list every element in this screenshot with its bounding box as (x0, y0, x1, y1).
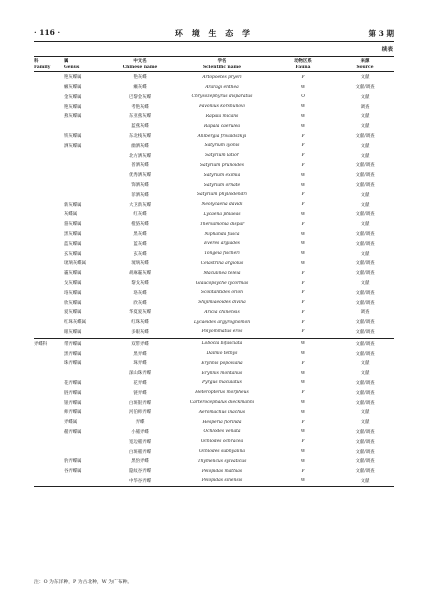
row-chinese-name: 胡麻霾灰蝶 (129, 271, 151, 277)
row-source: 文献 (360, 75, 370, 81)
row-scientific-name: Pelopidas mathias (201, 468, 243, 474)
footnote: 注：O 为东洋种，P 为古北种，W 为广布种。 (34, 580, 133, 585)
row-scientific-name: Niphanda fusca (204, 231, 240, 237)
row-fauna: W (300, 123, 306, 129)
row-source: 文献 (360, 124, 370, 130)
row-chinese-name: 东亚燕灰蝶 (129, 114, 151, 120)
row-chinese-name: 黑弄蝶 (133, 351, 147, 357)
row-scientific-name: Heteropterus morpheus (195, 390, 249, 396)
row-genus: 爱灰蝶属 (64, 310, 82, 316)
table-header-cn (34, 57, 394, 64)
table-row (34, 427, 394, 437)
row-chinese-name: 饰洒灰蝶 (131, 183, 149, 189)
row-scientific-name: Erynnis montanus (201, 370, 243, 376)
row-chinese-name: 珞灰蝶 (133, 290, 147, 296)
row-genus: 师弄蝶属 (64, 410, 82, 416)
row-scientific-name: Satyrium latior (205, 153, 239, 159)
header-source-en: Source (356, 65, 374, 71)
row-scientific-name: Artopoetes pryeri (202, 74, 242, 80)
row-chinese-name: 巴黎金灰蝶 (129, 94, 151, 100)
header-family-cn: 科 (34, 58, 39, 64)
table-row (34, 268, 394, 278)
row-source: 文献 (360, 222, 370, 228)
table-row (34, 249, 394, 259)
row-chinese-name: 红珠灰蝶 (131, 320, 149, 326)
row-fauna: P (301, 390, 305, 396)
table-row (34, 82, 394, 92)
row-genus: 珞灰蝶属 (64, 290, 82, 296)
row-source: 文献/调查 (355, 341, 375, 347)
row-scientific-name: Thersamonia dispar (199, 221, 245, 227)
row-fauna: W (300, 84, 306, 90)
row-fauna: P (301, 133, 305, 139)
table-row (34, 200, 394, 210)
row-chinese-name: 花弄蝶 (133, 380, 147, 386)
row-source: 文献/调查 (355, 400, 375, 406)
row-genus: 铁灰蝶属 (64, 134, 82, 140)
row-chinese-name: 玄灰蝶 (133, 251, 147, 257)
row-scientific-name: Ahlbergia frivaldszkyi (197, 133, 247, 139)
row-fauna: W (300, 409, 306, 415)
row-source: 文献/调查 (355, 261, 375, 267)
row-scientific-name: Hesperia florinda (202, 419, 242, 425)
row-scientific-name: Pyrgus maculatus (202, 380, 242, 386)
row-source: 调查 (360, 310, 370, 316)
row-fauna: W (300, 429, 306, 435)
row-source: 文献 (360, 202, 370, 208)
table-row (34, 72, 394, 82)
row-fauna: P (301, 419, 305, 425)
table-row (34, 298, 394, 308)
row-scientific-name: Favonius korshunovi (199, 104, 245, 110)
row-fauna: P (301, 192, 305, 198)
row-chinese-name: 黑豹弄蝶 (131, 459, 149, 465)
row-source: 文献 (360, 361, 370, 367)
row-scientific-name: Neolycaena davidi (201, 202, 243, 208)
row-fauna: P (301, 162, 305, 168)
row-genus: 金灰蝶属 (64, 94, 82, 100)
row-genus: 癞灰蝶属 (64, 85, 82, 91)
row-genus: 新灰蝶属 (64, 202, 82, 208)
table-row (34, 388, 394, 398)
row-fauna: W (300, 478, 306, 484)
row-source: 文献/调查 (355, 241, 375, 247)
row-scientific-name: Satyrium phyllodendri (197, 192, 247, 198)
header-scientific-name-cn: 学名 (217, 58, 227, 64)
row-fauna: P (301, 439, 305, 445)
row-fauna: O (301, 94, 305, 100)
row-chinese-name: 小赭弄蝶 (131, 429, 149, 435)
row-fauna: P (301, 280, 305, 286)
row-chinese-name: 橙貉灰蝶 (131, 222, 149, 228)
table-bottom-rule (34, 486, 394, 487)
header-genus-en: Genus (64, 65, 80, 71)
row-chinese-name: 弄蝶 (135, 420, 145, 426)
table-row (34, 112, 394, 122)
row-scientific-name: Everes argiades (204, 241, 240, 247)
row-chinese-name: 多眼灰蝶 (131, 329, 149, 335)
row-genus: 弄蝶属 (64, 420, 78, 426)
row-source: 文献/调查 (355, 232, 375, 238)
row-source: 文献/调查 (355, 329, 375, 335)
row-source: 文献/调查 (355, 439, 375, 445)
row-source: 文献/调查 (355, 212, 375, 218)
row-chinese-name: 欣灰蝶 (133, 300, 147, 306)
row-chinese-name: 红灰蝶 (133, 212, 147, 218)
row-chinese-name: 幽洒灰蝶 (131, 143, 149, 149)
table-row (34, 339, 394, 349)
row-source: 文献 (360, 420, 370, 426)
journal-title: 环 境 生 态 学 (174, 28, 254, 38)
running-header (34, 28, 394, 40)
table-header-en (34, 64, 394, 71)
issue-number: 第 3 期 (368, 29, 394, 38)
row-chinese-name: 双带弄蝶 (131, 341, 149, 347)
row-scientific-name: Satyrium prunoides (199, 162, 245, 168)
header-source-cn: 来源 (360, 58, 370, 64)
row-source: 文献 (360, 192, 370, 198)
row-genus: 貉灰蝶属 (64, 222, 82, 228)
row-source: 文献 (360, 251, 370, 257)
row-chinese-name: 琉璃灰蝶 (131, 261, 149, 267)
row-source: 文献 (360, 410, 370, 416)
row-source: 文献/调查 (355, 183, 375, 189)
row-source: 文献 (360, 94, 370, 100)
row-chinese-name: 隐纹谷弄蝶 (129, 469, 151, 475)
row-fauna: P (301, 143, 305, 149)
row-source: 文献/调查 (355, 173, 375, 179)
table-row (34, 239, 394, 249)
row-scientific-name: Scolitantides orion (201, 290, 243, 296)
row-genus: 戈灰蝶属 (64, 281, 82, 286)
row-source: 文献/调查 (355, 469, 375, 475)
row-chinese-name: 菲洒灰蝶 (131, 192, 149, 198)
row-chinese-name: 河伯师弄蝶 (129, 410, 151, 416)
row-fauna: W (300, 400, 306, 406)
table-row (34, 219, 394, 229)
row-chinese-name: 大卫新灰蝶 (129, 202, 151, 208)
table-row (34, 180, 394, 190)
row-fauna: W (300, 113, 306, 119)
row-genus: 洒灰蝶属 (64, 143, 82, 149)
row-scientific-name: Thymelicus sylvaticus (197, 458, 247, 464)
row-fauna: W (300, 251, 306, 257)
row-genus: 燕灰蝶属 (64, 114, 82, 120)
row-genus: 珠弄蝶属 (64, 361, 82, 367)
row-fauna: W (300, 351, 306, 357)
row-source: 文献 (360, 153, 370, 159)
row-scientific-name: Polyommatus eros (201, 329, 243, 335)
row-chinese-name: 蓝灰蝶 (133, 241, 147, 247)
table-row (34, 229, 394, 239)
row-scientific-name: Ochlodes ochracea (200, 439, 244, 445)
row-fauna: P (301, 202, 305, 208)
row-source: 文献/调查 (355, 390, 375, 396)
species-table (34, 56, 394, 487)
row-scientific-name: Glaucopsyche lycormas (195, 280, 249, 286)
row-scientific-name: Lycaeides argyrognomon (193, 319, 251, 325)
row-fauna: W (300, 449, 306, 455)
table-row (34, 278, 394, 288)
row-genus: 黑弄蝶属 (64, 351, 82, 357)
row-fauna: W (300, 380, 306, 386)
row-fauna: P (301, 153, 305, 159)
table-row (34, 349, 394, 359)
row-chinese-name: 深山珠弄蝶 (129, 371, 151, 377)
row-scientific-name: Ochlodes venata (203, 429, 241, 435)
row-chinese-name: 黑灰蝶 (133, 232, 147, 238)
table-row (34, 102, 394, 112)
table-row (34, 417, 394, 427)
table-row (34, 151, 394, 161)
row-genus: 艳灰蝶属 (64, 104, 82, 110)
row-fauna: P (301, 300, 305, 306)
row-fauna: W (300, 341, 306, 347)
row-genus: 玄灰蝶属 (64, 251, 82, 257)
row-scientific-name: Chrysozephyrus disparatus (191, 94, 253, 100)
table-row (34, 210, 394, 220)
table-row (34, 121, 394, 131)
row-source: 文献 (360, 114, 370, 120)
header-rule (34, 41, 394, 42)
table-row (34, 476, 394, 486)
table-row (34, 368, 394, 378)
row-fauna: W (300, 241, 306, 247)
row-chinese-name: 优秀洒灰蝶 (129, 173, 151, 179)
row-chinese-name: 华夏爱灰蝶 (129, 310, 151, 316)
row-fauna: W (300, 231, 306, 237)
row-fauna: P (301, 270, 305, 276)
table-row (34, 398, 394, 408)
row-genus: 红珠灰蝶属 (64, 320, 86, 326)
table-row (34, 437, 394, 447)
table-row (34, 447, 394, 457)
header-family-en: Family (34, 65, 51, 71)
table-row (34, 131, 394, 141)
row-fauna: W (300, 211, 306, 217)
row-fauna: W (300, 260, 306, 266)
row-genus: 霾灰蝶属 (64, 271, 82, 277)
row-scientific-name: Araragi enthea (205, 84, 239, 90)
header-chinese-name-en: Chinese name (122, 65, 158, 71)
row-scientific-name: Rapala caerulea (203, 123, 241, 129)
row-fauna: P (301, 221, 305, 227)
table-row (34, 308, 394, 318)
row-scientific-name: Celastrina argiolus (200, 260, 244, 266)
row-scientific-name: Daimio tethys (206, 351, 238, 357)
header-scientific-name-en: Scientific name (202, 65, 242, 71)
row-scientific-name: Ochlodes subhyalina (198, 449, 246, 455)
table-row (34, 161, 394, 171)
row-fauna: W (300, 370, 306, 376)
row-fauna: W (300, 182, 306, 188)
header-fauna-en: Fauna (295, 65, 311, 71)
row-source: 文献 (360, 478, 370, 484)
row-source: 文献/调查 (355, 163, 375, 169)
row-scientific-name: Shijimiaeoides divina (198, 300, 246, 306)
row-genus: 欣灰蝶属 (64, 300, 82, 306)
row-source: 调查 (360, 104, 370, 110)
row-chinese-name: 宽边赭弄蝶 (129, 439, 151, 445)
row-genus: 花弄蝶属 (64, 380, 82, 386)
row-chinese-name: 癞灰蝶 (133, 85, 147, 91)
row-chinese-name: 东北栈灰蝶 (129, 134, 151, 140)
continued-label: 续表 (381, 47, 393, 53)
row-chinese-name: 考艳灰蝶 (131, 104, 149, 110)
header-fauna-cn: 动物区系 (294, 58, 312, 64)
table-row (34, 288, 394, 298)
row-scientific-name: Maculinea teleia (203, 270, 241, 276)
row-fauna: W (300, 458, 306, 464)
row-fauna: W (300, 104, 306, 110)
header-chinese-name-cn: 中文名 (133, 58, 147, 64)
row-source: 文献/调查 (355, 85, 375, 91)
row-chinese-name: 白斑银弄蝶 (129, 400, 151, 406)
row-source: 文献 (360, 143, 370, 149)
row-fauna: P (301, 74, 305, 80)
table-row (34, 170, 394, 180)
row-source: 文献/调查 (355, 429, 375, 435)
row-genus: 赭弄蝶属 (64, 429, 82, 435)
row-genus: 银弄蝶属 (64, 400, 82, 406)
row-genus: 灰蝶属 (64, 212, 78, 218)
row-chinese-name: 普洒灰蝶 (131, 163, 149, 169)
row-fauna: P (301, 329, 305, 335)
row-source: 文献 (360, 281, 370, 286)
row-chinese-name: 艳灰蝶 (133, 75, 147, 81)
row-scientific-name: Satyrium ornate (203, 182, 241, 188)
row-scientific-name: Satyrium eximia (203, 172, 241, 178)
row-fauna: P (301, 319, 305, 325)
row-chinese-name: 珠弄蝶 (133, 361, 147, 367)
row-genus: 谷弄蝶属 (64, 469, 82, 475)
row-fauna: P (301, 468, 305, 474)
row-fauna: P (301, 309, 305, 315)
row-scientific-name: Satyrium iyonis (204, 143, 240, 149)
row-family: 弄蝶科 (34, 341, 48, 347)
row-scientific-name: Rapala micans (205, 113, 239, 119)
table-row (34, 456, 394, 466)
row-genus: 艳灰蝶属 (64, 75, 82, 81)
row-genus: 黑灰蝶属 (64, 232, 82, 238)
row-source: 文献/调查 (355, 300, 375, 306)
row-source: 文献/调查 (355, 320, 375, 326)
row-fauna: P (301, 360, 305, 366)
table-row (34, 259, 394, 269)
header-genus-cn: 属 (64, 58, 69, 64)
row-genus: 琉璃灰蝶属 (64, 261, 86, 267)
row-scientific-name: Lobocla bifasciata (201, 341, 243, 347)
row-chinese-name: 黎戈灰蝶 (131, 281, 149, 286)
row-source: 文献/调查 (355, 449, 375, 455)
table-body (34, 72, 394, 485)
row-scientific-name: Tongeia fischeri (204, 251, 240, 257)
table-row (34, 141, 394, 151)
table-row (34, 327, 394, 337)
row-genus: 蓝灰蝶属 (64, 241, 82, 247)
row-chinese-name: 链弄蝶 (133, 390, 147, 396)
row-chinese-name: 北方洒灰蝶 (129, 153, 151, 159)
table-row (34, 466, 394, 476)
table-row (34, 407, 394, 417)
row-chinese-name: 中华谷弄蝶 (129, 478, 151, 484)
row-source: 文献/调查 (355, 459, 375, 465)
row-genus: 眼灰蝶属 (64, 329, 82, 335)
row-scientific-name: Aricia chinensis (204, 309, 240, 315)
row-source: 文献 (360, 371, 370, 377)
row-source: 文献/调查 (355, 271, 375, 277)
page-number: · 116 · (34, 28, 61, 37)
table-row (34, 190, 394, 200)
row-scientific-name: Erynnis popoviana (201, 360, 243, 366)
row-scientific-name: Aeromachus inachus (198, 409, 246, 415)
row-fauna: P (301, 290, 305, 296)
table-row (34, 317, 394, 327)
row-source: 文献/调查 (355, 351, 375, 357)
table-row (34, 92, 394, 102)
row-genus: 链弄蝶属 (64, 390, 82, 396)
row-source: 文献/调查 (355, 134, 375, 140)
table-row (34, 358, 394, 368)
row-fauna: W (300, 172, 306, 178)
row-scientific-name: Pelopidas sinensis (201, 478, 243, 484)
row-chinese-name: 蓝燕灰蝶 (131, 124, 149, 130)
row-source: 文献/调查 (355, 380, 375, 386)
row-source: 文献/调查 (355, 290, 375, 296)
row-genus: 带弄蝶属 (64, 341, 82, 347)
row-genus: 豹弄蝶属 (64, 459, 82, 465)
table-row (34, 378, 394, 388)
row-chinese-name: 白斑赭弄蝶 (129, 449, 151, 455)
row-scientific-name: Lycaena phlaeas (203, 211, 241, 217)
row-scientific-name: Carterocephalus dieckmanni (189, 400, 255, 406)
